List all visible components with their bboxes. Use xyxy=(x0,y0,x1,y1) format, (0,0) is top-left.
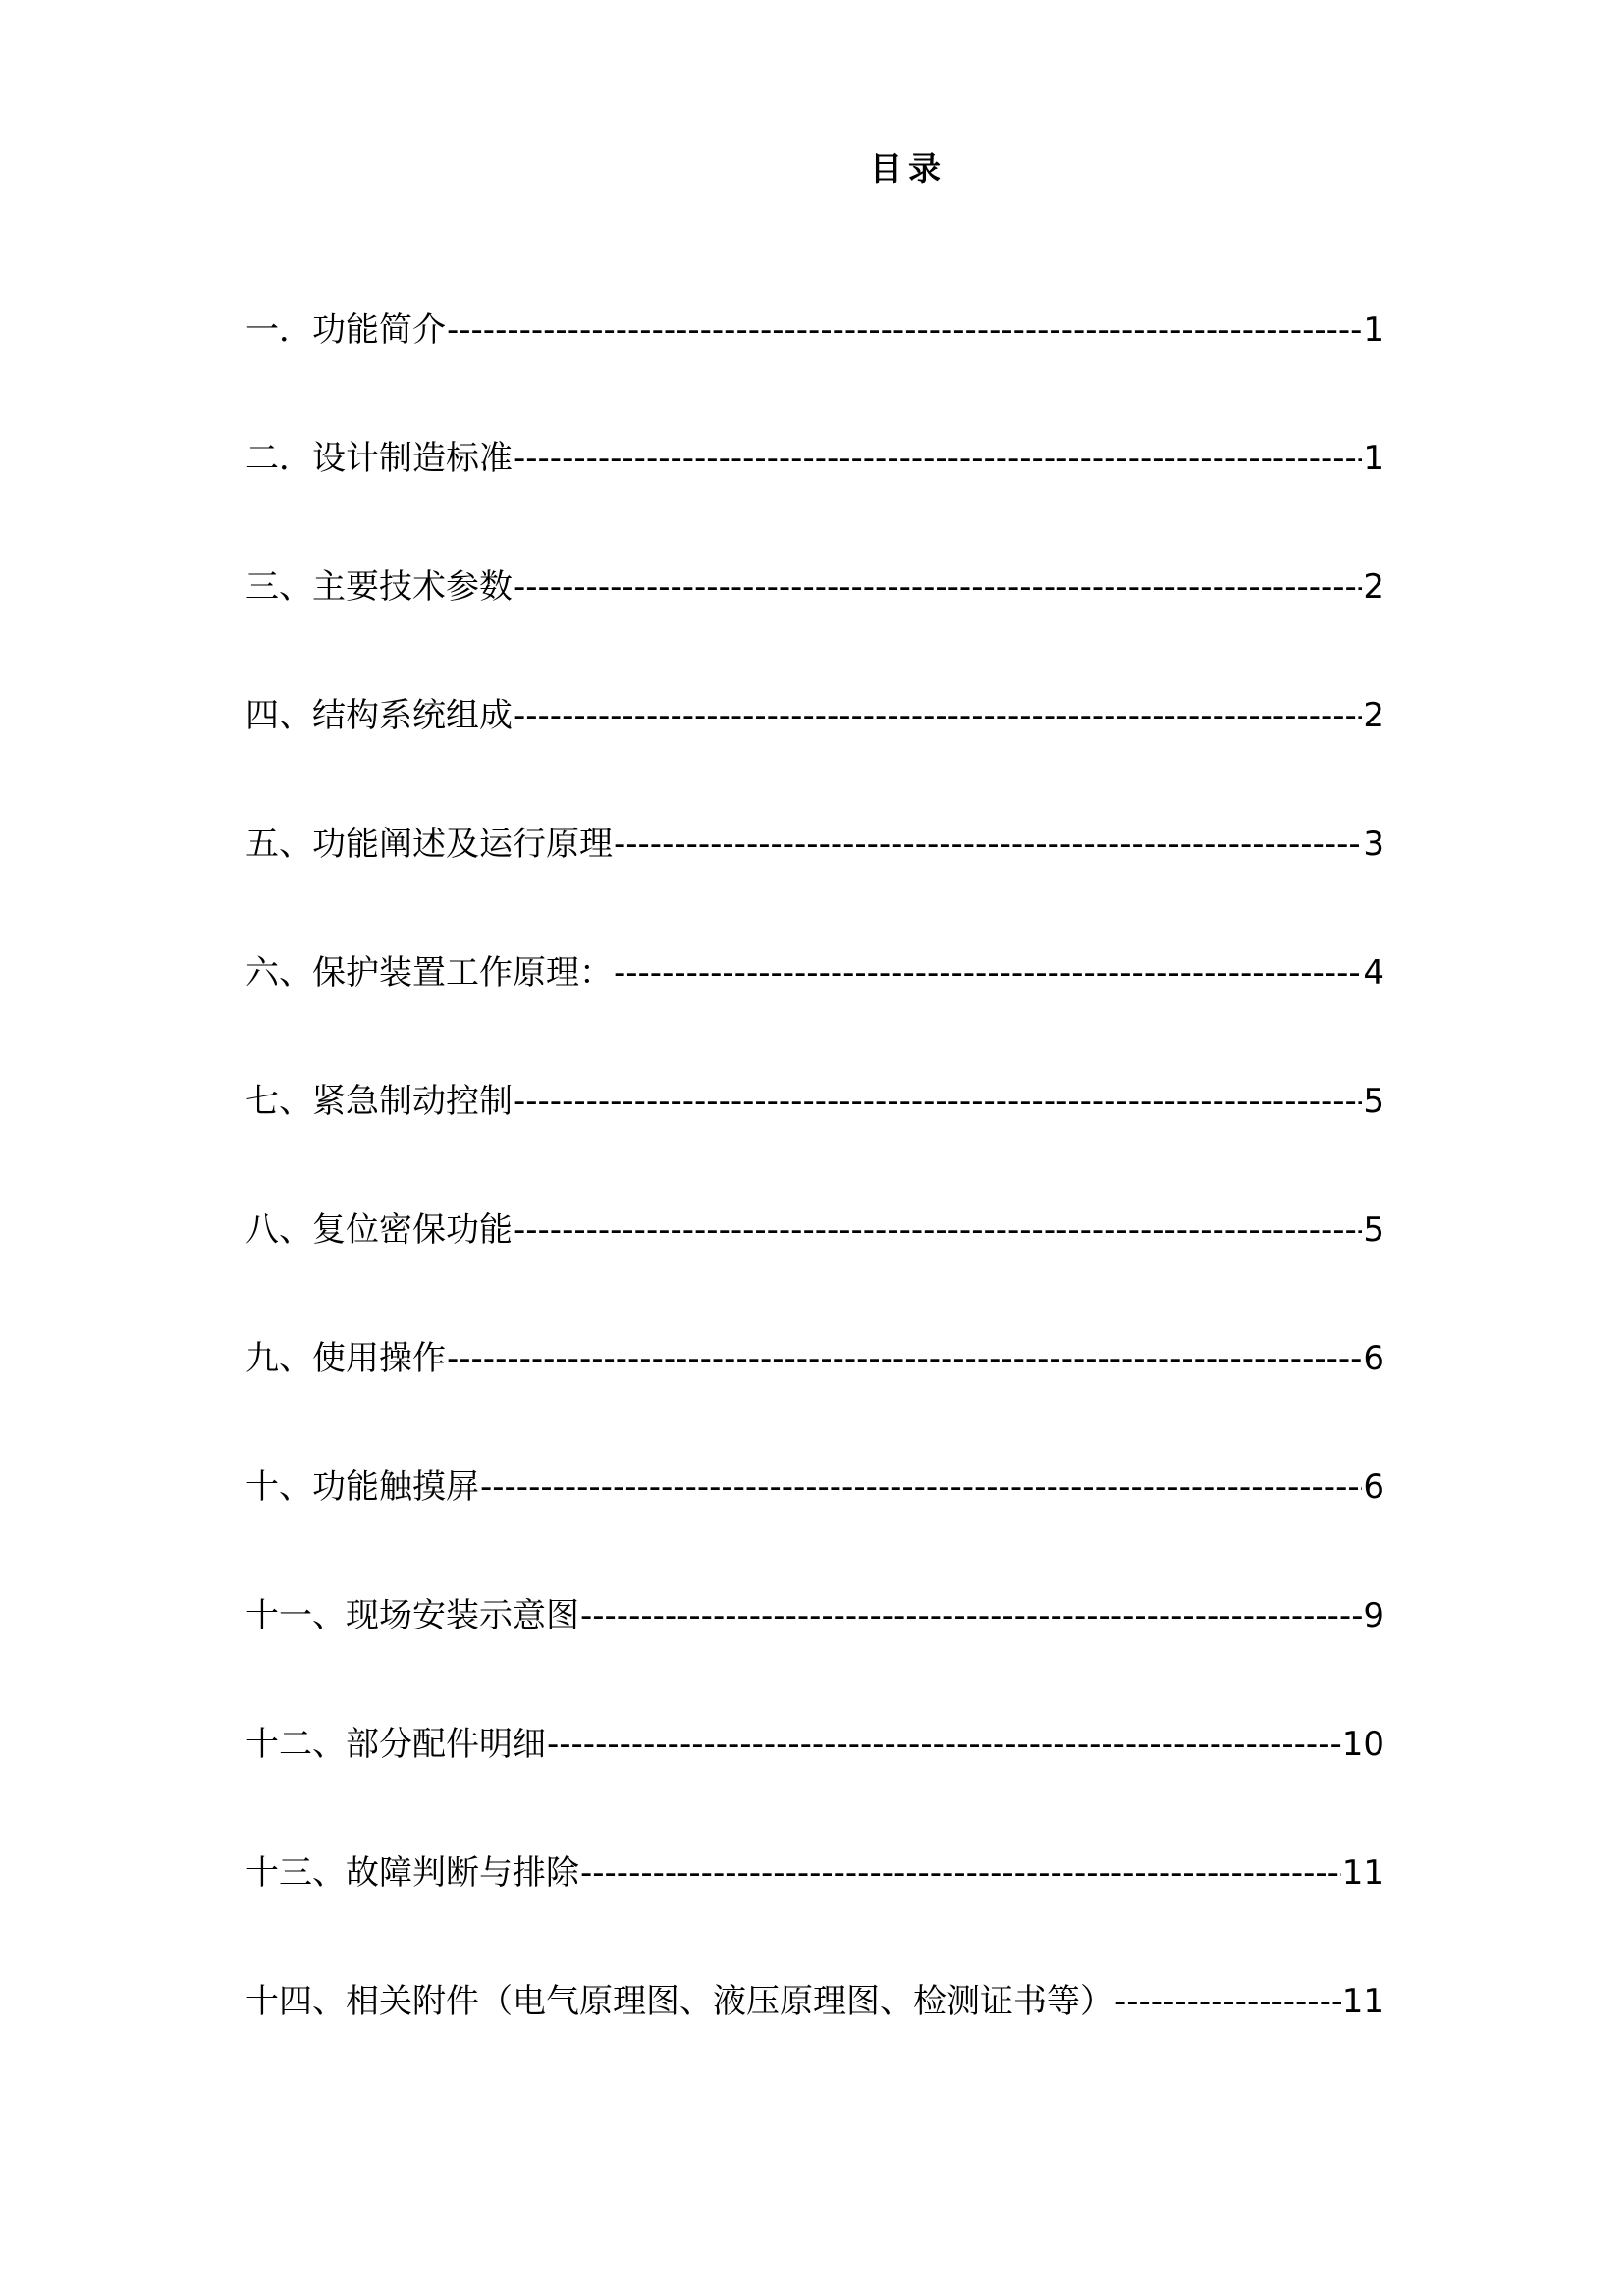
toc-entry[interactable] xyxy=(245,1424,1384,1553)
toc-dot-leader xyxy=(1114,1982,1341,2021)
toc-entry-page: 6 xyxy=(1363,1468,1384,1507)
toc-dot-leader xyxy=(614,953,1362,992)
toc-entry[interactable] xyxy=(245,781,1384,910)
toc-entry-page: 5 xyxy=(1363,1082,1384,1121)
toc-dot-leader xyxy=(614,825,1362,864)
table-of-contents xyxy=(245,267,1384,2067)
toc-entry-page: 2 xyxy=(1363,696,1384,735)
toc-dot-leader xyxy=(447,310,1362,349)
toc-entry[interactable] xyxy=(245,1039,1384,1167)
toc-dot-leader xyxy=(580,1596,1362,1635)
toc-entry-label: 九、使用操作 xyxy=(245,1339,446,1378)
toc-entry-label: 十一、现场安装示意图 xyxy=(245,1596,579,1635)
toc-entry-page: 6 xyxy=(1363,1339,1384,1378)
toc-entry-label: 十、功能触摸屏 xyxy=(245,1468,479,1507)
toc-dot-leader xyxy=(514,567,1362,607)
toc-entry-label: 七、紧急制动控制 xyxy=(245,1082,513,1121)
toc-dot-leader xyxy=(480,1468,1362,1507)
toc-entry[interactable] xyxy=(245,524,1384,653)
toc-entry-page: 1 xyxy=(1363,310,1384,349)
toc-entry-page: 4 xyxy=(1363,953,1384,992)
toc-entry[interactable] xyxy=(245,1167,1384,1296)
toc-dot-leader xyxy=(514,696,1362,735)
toc-entry-page: 2 xyxy=(1363,567,1384,607)
toc-entry-page: 11 xyxy=(1341,1982,1384,2021)
toc-entry[interactable] xyxy=(245,910,1384,1039)
toc-entry-page: 5 xyxy=(1363,1210,1384,1250)
toc-entry[interactable] xyxy=(245,1296,1384,1424)
toc-entry-label: 十四、相关附件（电气原理图、液压原理图、检测证书等） xyxy=(245,1982,1113,2021)
toc-entry[interactable] xyxy=(245,396,1384,524)
toc-entry-page: 1 xyxy=(1363,439,1384,478)
page-title: 目录 xyxy=(870,149,947,187)
toc-entry[interactable] xyxy=(245,267,1384,396)
toc-entry-label: 五、功能阐述及运行原理 xyxy=(245,825,613,864)
toc-entry[interactable] xyxy=(245,653,1384,781)
toc-dot-leader xyxy=(514,439,1362,478)
toc-entry-page: 3 xyxy=(1363,825,1384,864)
toc-entry-page: 11 xyxy=(1341,1853,1384,1893)
toc-entry-label: 八、复位密保功能 xyxy=(245,1210,513,1250)
toc-entry-label: 十三、故障判断与排除 xyxy=(245,1853,579,1893)
toc-entry-label: 六、保护装置工作原理： xyxy=(245,953,613,992)
toc-entry[interactable] xyxy=(245,1553,1384,1682)
toc-entry[interactable] xyxy=(245,1810,1384,1939)
toc-dot-leader xyxy=(547,1725,1341,1764)
toc-entry-label: 四、结构系统组成 xyxy=(245,696,513,735)
toc-entry[interactable] xyxy=(245,1939,1384,2067)
toc-dot-leader xyxy=(447,1339,1362,1378)
toc-dot-leader xyxy=(514,1210,1362,1250)
toc-entry-label: 十二、部分配件明细 xyxy=(245,1725,546,1764)
toc-entry-label: 三、主要技术参数 xyxy=(245,567,513,607)
toc-entry[interactable] xyxy=(245,1682,1384,1810)
toc-entry-page: 10 xyxy=(1341,1725,1384,1764)
toc-dot-leader xyxy=(580,1853,1341,1893)
toc-entry-label: 一．功能简介 xyxy=(245,310,446,349)
toc-entry-label: 二．设计制造标准 xyxy=(245,439,513,478)
toc-dot-leader xyxy=(514,1082,1362,1121)
toc-entry-page: 9 xyxy=(1363,1596,1384,1635)
